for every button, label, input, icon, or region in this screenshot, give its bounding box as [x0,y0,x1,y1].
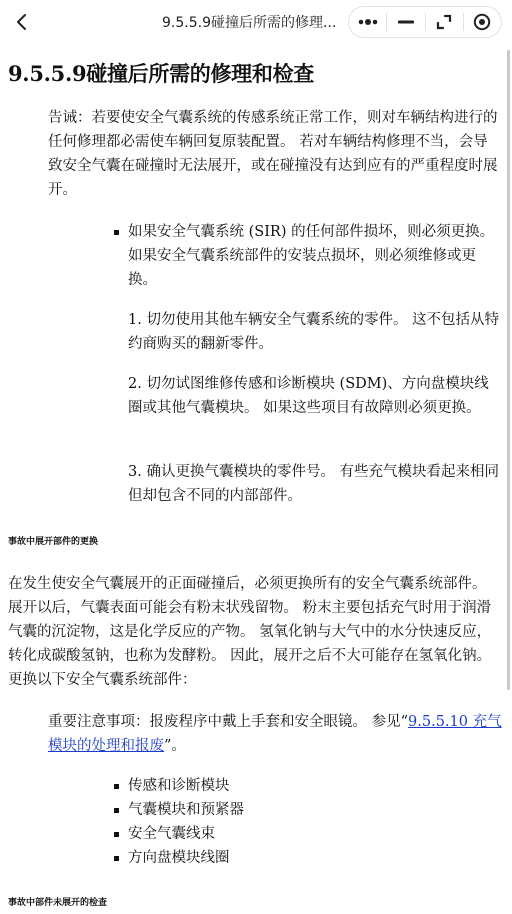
list-item: 如果安全气囊系统 (SIR) 的任何部件损坏，则必须更换。 如果安全气囊系统部件的安装点损坏，则必须维修或更换。 [128,220,502,292]
step-item-1: 1. 切勿使用其他车辆安全气囊系统的零件。 这不包括从特约商购买的翻新零件。 [128,312,500,352]
section-heading-deployed: 事故中展开部件的更换 [8,537,99,547]
minimize-icon [398,20,414,24]
list-item: 安全气囊线束 [128,822,502,846]
list-item: 气囊模块和预紧器 [128,798,502,822]
step-item-2: 2. 切勿试图维修传感和诊断模块 (SDM)、方向盘模块线圈或其他气囊模块。 如果这些项目有故障则必须更换。 [128,376,489,416]
scrollbar[interactable] [507,50,510,690]
restore-button[interactable] [426,7,463,37]
warning-paragraph: 告诫：若要使安全气囊系统的传感系统正常工作，则对车辆结构进行的任何修理都必需使车辆回复原装配置。 若对车辆结构修理不当，会导致安全气囊在碰撞时无法展开，或在碰撞没有达到应有的严重程度时展开。 [48,110,498,198]
top-nav-bar [0,0,512,44]
parts-list [128,774,502,870]
deploy-paragraph: 在发生使安全气囊展开的正面碰撞后，必须更换所有的安全气囊系统部件。 展开以后，气囊表面可能会有粉末状残留物。 粉末主要包括充气时用于润滑气囊的沉淀物，这是化学反应的产物。 氢氧化钠与大气中的水分快速反应，转化成碳酸氢钠，也称为发酵粉。 因此，展开之后不大可能存在氢氧化钠。 更换以下安全气囊系统部件： [8,576,492,688]
nav-title: 9.5.5.9碰撞后所需的修理... [162,15,337,31]
back-button[interactable] [10,10,34,34]
note-paragraph [48,710,502,758]
sir-bullet-list [128,220,502,292]
page-title: 9.5.5.9碰撞后所需的修理和检查 [8,61,314,86]
note-suffix: ”。 [164,738,186,754]
mini-program-capsule [348,6,502,38]
step-item-3: 3. 确认更换气囊模块的零件号。 有些充气模块看起来相同但却包含不同的内部部件。 [128,464,500,504]
more-dots-icon [357,17,379,27]
list-item: 方向盘模块线圈 [128,846,502,870]
list-item: 传感和诊断模块 [128,774,502,798]
note-prefix: 重要注意事项：报废程序中戴上手套和安全眼镜。 参见“ [48,714,409,730]
target-close-icon [473,13,491,31]
inflator-module-link[interactable]: 9.5.5.10 充气模块的处理和报废 [48,714,502,754]
section-heading-not-deployed: 事故中部件未展开的检查 [8,898,108,908]
chevron-left-icon [12,12,32,32]
restore-icon [436,14,452,30]
minimize-button[interactable] [387,7,424,37]
more-button[interactable] [349,7,386,37]
close-button[interactable] [464,7,501,37]
